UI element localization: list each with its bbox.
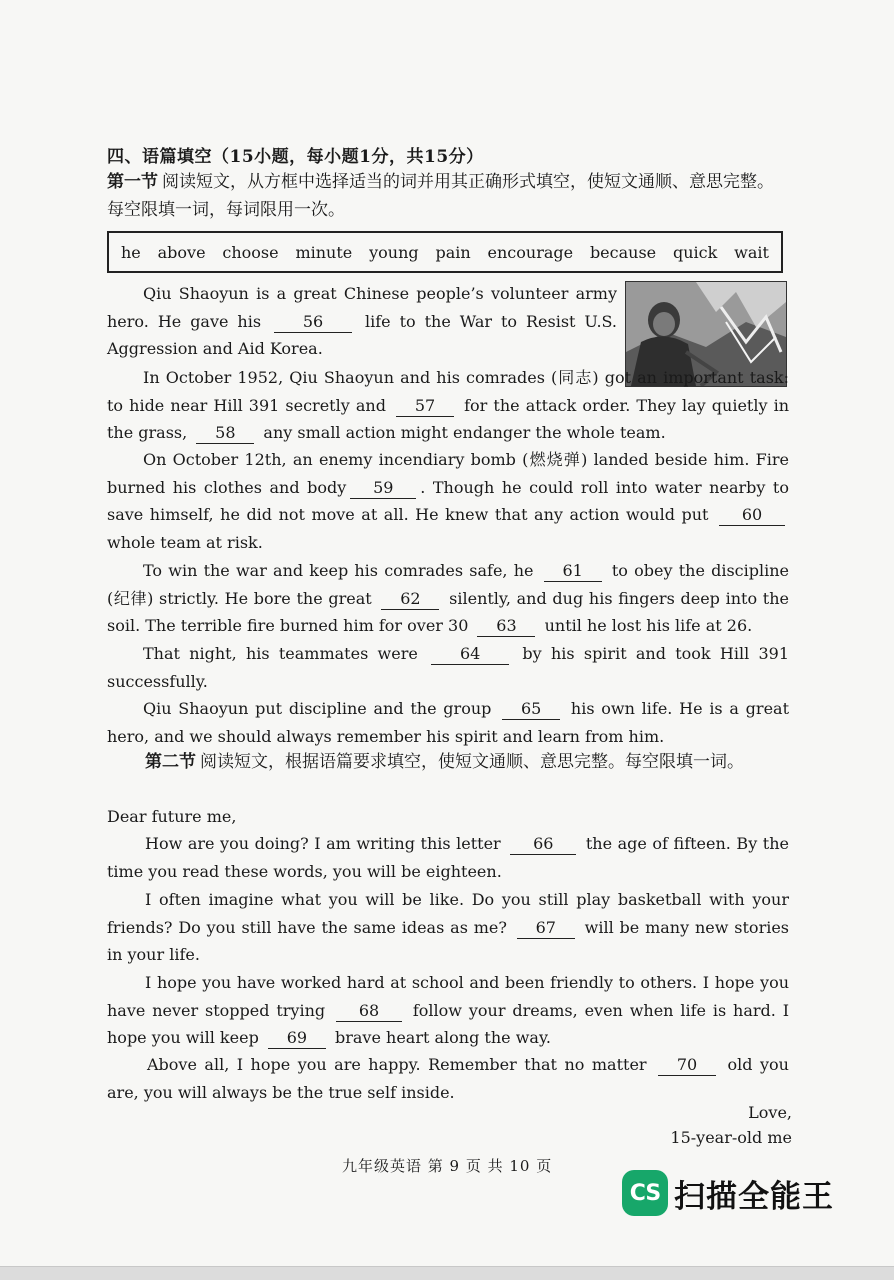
passage1-para5: That night, his teammates were 64 by his spirit and took Hill 391 successfully.: [107, 644, 790, 691]
word-bank-item: wait: [734, 242, 769, 262]
word-bank-item: because: [589, 242, 657, 262]
passage1-para6: Qiu Shaoyun put discipline and the group 65 his own life. He is a great hero, and we should always remember his spirit and learn from him.: [107, 699, 790, 746]
word-bank-item: minute: [295, 242, 353, 262]
blank-57: 57: [396, 396, 454, 417]
letter-para2: I often imagine what you will be like. Do you still play basketball with your friends? Do you still have the same ideas as me? 67 will be many new stories in your life.: [107, 890, 790, 965]
blank-62: 62: [381, 589, 439, 610]
letter-para1: How are you doing? I am writing this letter 66 the age of fifteen. By the time you read these words, you will be eighteen.: [107, 834, 789, 881]
section2-tag: 第二节: [145, 752, 196, 772]
scanner-watermark: [622, 1170, 834, 1216]
section1-instruction: [107, 168, 787, 224]
word-bank-item: encourage: [487, 242, 574, 262]
passage1-para4: To win the war and keep his comrades safe, he 61 to obey the discipline (纪律) strictly. He bore the great 62 silently, and dug his fingers deep into the soil. The terrible fire burned him for over 30 63 until he lost his life at 26.: [107, 561, 790, 636]
blank-66: 66: [510, 834, 576, 855]
page-footer: 九年级英语 第 9 页 共 10 页: [342, 1157, 553, 1175]
section1-tag: 第一节: [107, 172, 158, 192]
blank-68: 68: [336, 1001, 402, 1022]
word-bank-item: quick: [672, 242, 718, 262]
section1-text: 阅读短文，从方框中选择适当的词并用其正确形式填空，使短文通顺、意思完整。每空限填一词，每词限用一次。: [107, 172, 774, 220]
word-bank-item: he: [121, 242, 141, 262]
blank-60: 60: [719, 505, 785, 526]
scanner-app-name: 扫描全能王: [674, 1178, 834, 1215]
section2-instruction: [107, 748, 787, 776]
cs-logo-icon: CS: [622, 1170, 668, 1216]
word-bank-item: young: [369, 242, 419, 262]
letter-para3: I hope you have worked hard at school and been friendly to others. I hope you have never stopped trying 68 follow your dreams, even when life is hard. I hope you will keep 69 brave heart along the way.: [107, 973, 790, 1048]
blank-67: 67: [517, 918, 575, 939]
blank-59: 59: [350, 478, 416, 499]
letter-greeting: Dear future me,: [107, 807, 237, 826]
blank-58: 58: [196, 423, 254, 444]
section2-text: 阅读短文，根据语篇要求填空，使短文通顺、意思完整。每空限填一词。: [200, 752, 744, 772]
blank-63: 63: [477, 616, 535, 637]
blank-70: 70: [658, 1055, 716, 1076]
letter-para4: Above all, I hope you are happy. Remember that no matter 70 old you are, you will always be the true self inside.: [107, 1055, 789, 1102]
section-heading: 四、语篇填空（15小题，每小题1分，共15分）: [107, 147, 484, 167]
blank-56: 56: [274, 312, 352, 333]
letter-signature: 15-year-old me: [670, 1128, 792, 1147]
word-bank-item: pain: [435, 242, 471, 262]
word-bank-item: choose: [222, 242, 279, 262]
passage1-para1: Qiu Shaoyun is a great Chinese people’s volunteer army hero. He gave his 56 life to the War to Resist U.S. Aggression and Aid Korea.: [107, 284, 618, 359]
blank-64: 64: [431, 644, 509, 665]
word-bank-item: above: [157, 242, 206, 262]
blank-65: 65: [502, 699, 560, 720]
letter-closing: Love,: [748, 1103, 792, 1122]
passage1-para3: On October 12th, an enemy incendiary bomb (燃烧弹) landed beside him. Fire burned his clothes and body 59 . Though he could roll into water nearby to save himself, he did not move at all. He knew that any action would put 60 whole team at risk.: [107, 450, 789, 552]
blank-61: 61: [544, 561, 602, 582]
blank-69: 69: [268, 1028, 326, 1049]
passage1-para2: In October 1952, Qiu Shaoyun and his comrades (同志) got an important task: to hide near Hill 391 secretly and 57 for the attack order. They lay quietly in the grass, 58 any small action might endanger the whole team.: [107, 368, 790, 443]
word-bank-box: [107, 231, 783, 273]
